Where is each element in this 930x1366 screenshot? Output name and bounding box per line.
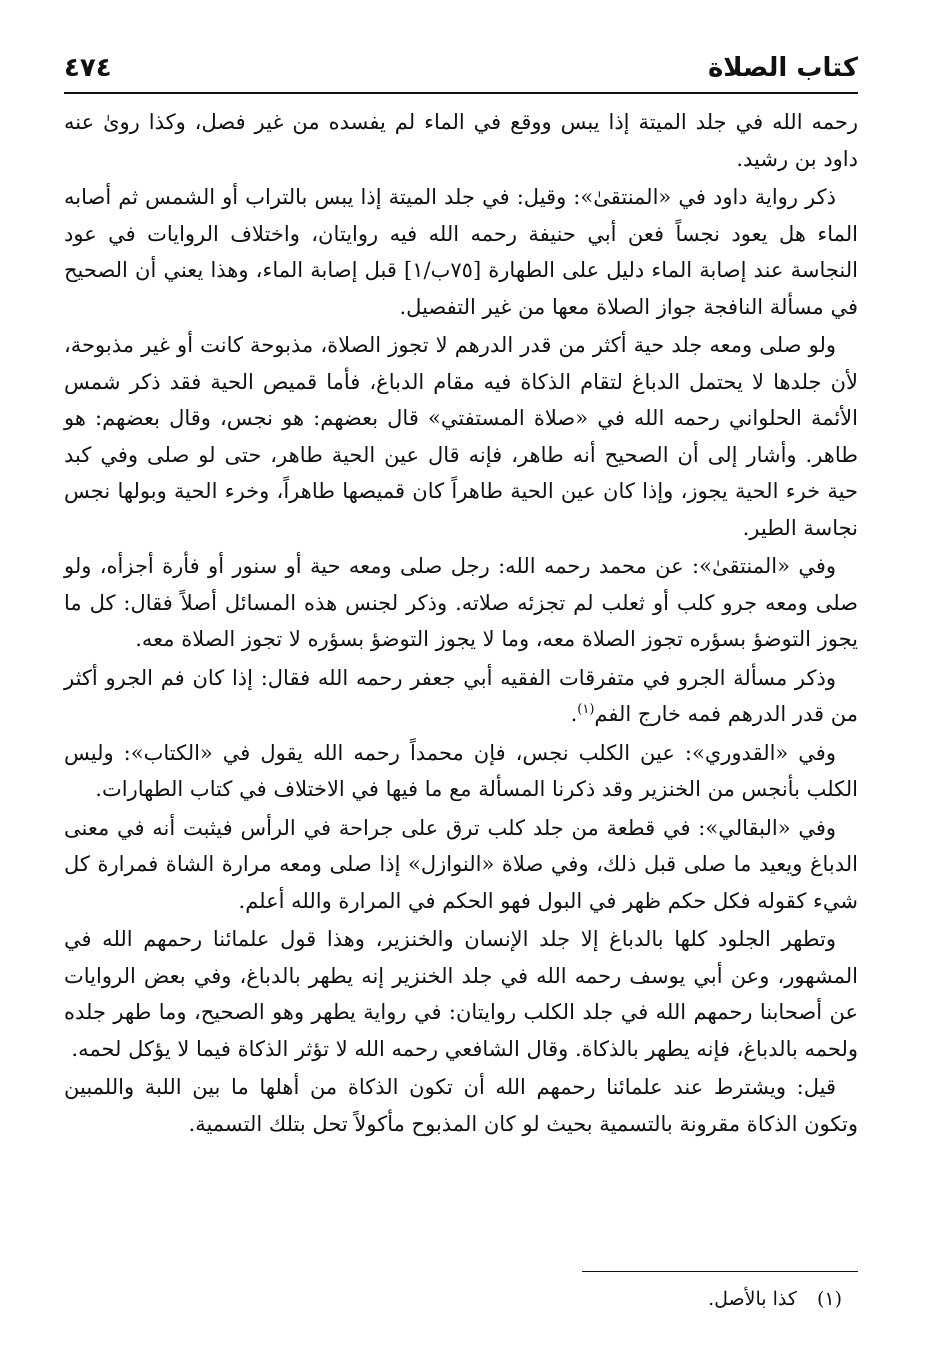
footnote-text: كذا بالأصل. xyxy=(708,1288,797,1310)
paragraph: وفي «البقالي»: في قطعة من جلد كلب ترق على جراحة في الرأس فيثبت أنه في معنى الدباغ ويعيد ما صلى قبل ذلك، وفي صلاة «النوازل» إذا صلى ومعه مرارة الشاة فمرارة كل شيء كقوله فكل حكم ظهر في البول فهو الحكم في المرارة والله أعلم. xyxy=(64,815,858,913)
paragraph-tail: . xyxy=(570,702,578,726)
paragraph: وفي «المنتقىٰ»: عن محمد رحمه الله: رجل صلى ومعه حية أو سنور أو فأرة أجزأه، ولو صلى ومعه جرو كلب أو ثعلب لم تجزئه صلاته. وذكر لجنس هذه المسائل أصلاً فقال: كل ما يجوز التوضؤ بسؤره تجوز الصلاة معه، وما لا يجوز التوضؤ بسؤره لا تجوز الصلاة معه. xyxy=(64,554,858,651)
paragraph: رحمه الله في جلد الميتة إذا يبس ووقع في الماء لم يفسده من غير فصل، وكذا روىٰ عنه داود بن رشيد. xyxy=(64,110,858,171)
running-title: كتاب الصلاة xyxy=(707,53,858,83)
page-header xyxy=(64,44,858,94)
footnote-divider xyxy=(582,1271,858,1272)
footnote xyxy=(64,1284,842,1314)
paragraph: ذكر رواية داود في «المنتقىٰ»: وقيل: في جلد الميتة إذا يبس بالتراب أو الشمس ثم أصابه الماء هل يعود نجساً فعن أبي حنيفة رحمه الله فيه روايتان، واختلاف الروايات في عود النجاسة عند إصابة الماء دليل على الطهارة [٧٥ب/١] قبل إصابة الماء، وهذا يعني أن الصحيح في مسألة النافجة جواز الصلاة معها من غير التفصيل. xyxy=(64,185,858,319)
footnote-number: (١) xyxy=(816,1288,842,1310)
footnote-marker[interactable]: (١) xyxy=(577,702,595,717)
paragraph-text: وذكر مسألة الجرو في متفرقات الفقيه أبي جعفر رحمه الله فقال: إذا كان فم الجرو أكثر من قدر الدرهم فمه خارج الفم xyxy=(64,665,858,726)
paragraph: وفي «القدوري»: عين الكلب نجس، فإن محمداً رحمه الله يقول في «الكتاب»: وليس الكلب بأنجس من الخنزير وقد ذكرنا المسألة مع ما فيها في الاختلاف في كتاب الطهارات. xyxy=(64,740,858,801)
main-text xyxy=(64,104,858,1144)
page-number: ٤٧٤ xyxy=(64,53,112,83)
paragraph: وتطهر الجلود كلها بالدباغ إلا جلد الإنسان والخنزير، وهذا قول علمائنا رحمهم الله في المشهور، وعن أبي يوسف رحمه الله في جلد الخنزير إنه يطهر بالدباغ، وفي بعض الروايات عن أصحابنا رحمهم الله في جلد الكلب روايتان: في رواية يطهر وهو الصحيح، وما طهر جلده ولحمه بالدباغ، فإنه يطهر بالذكاة. وقال الشافعي رحمه الله لا تؤثر الذكاة فيما لا يؤكل لحمه. xyxy=(64,927,858,1061)
paragraph: قيل: ويشترط عند علمائنا رحمهم الله أن تكون الذكاة من أهلها ما بين اللبة واللمبين وتكون الذكاة مقرونة بالتسمية بحيث لو كان المذبوح مأكولاً تحل بتلك التسمية. xyxy=(64,1075,858,1136)
paragraph-with-footnote xyxy=(64,660,858,733)
paragraph: ولو صلى ومعه جلد حية أكثر من قدر الدرهم لا تجوز الصلاة، مذبوحة كانت أو غير مذبوحة، لأن جلدها لا يحتمل الدباغ لتقام الذكاة فيه مقام الدباغ، فأما قميص الحية فقد ذكر شمس الأئمة الحلواني رحمه الله في «صلاة المستفتي» قال بعضهم: هو نجس، وقال بعضهم: هو طاهر. وأشار إلى أن الصحيح أنه طاهر، فإنه قال عين الحية طاهر، حتى لو صلى وفي كبد حية خرء الحية يجوز، وإذا كان عين الحية طاهراً كان قميصها طاهراً، وخرء الحية وبولها نجس نجاسة الطير. xyxy=(64,333,858,540)
